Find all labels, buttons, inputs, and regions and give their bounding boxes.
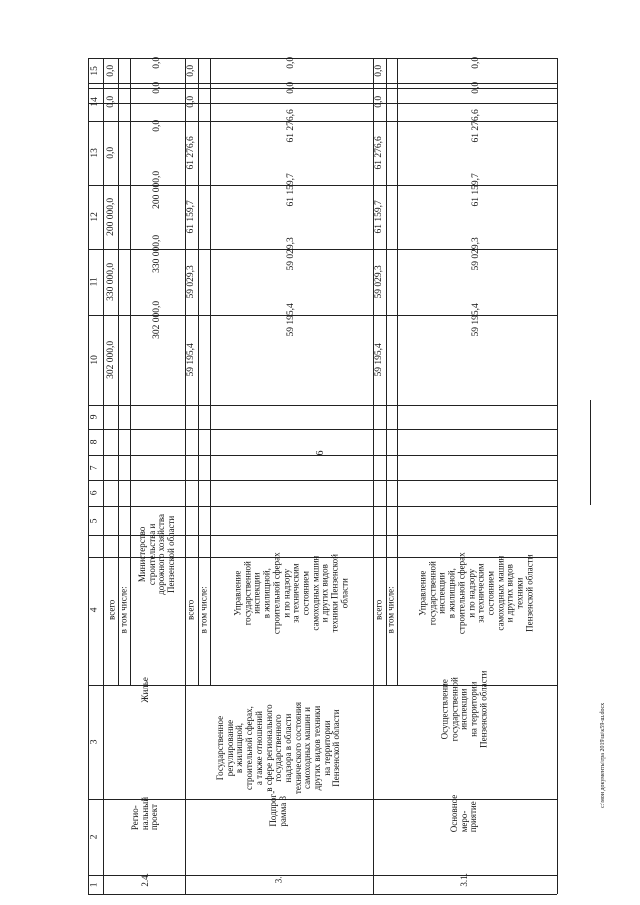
section-2-row-2-responsible-text: в том числе: [198, 586, 209, 634]
section-1-row-3-v14-text: 0,0 [151, 81, 162, 94]
section-3-row-1-v11-text: 59 029,3 [373, 265, 384, 299]
section-3-row-3-v12 [397, 173, 557, 249]
section-1-row-1-v15-text: 0,0 [106, 64, 117, 77]
header-c6 [88, 480, 103, 506]
section-1-number-text: 2.4. [139, 873, 150, 887]
page-number: 6 [315, 450, 326, 456]
header-c5 [88, 506, 103, 535]
section-3-number-text: 3.1. [459, 873, 470, 887]
header-divider [103, 58, 104, 894]
header-c10-text: 10 [89, 355, 100, 365]
section-3-type [373, 794, 557, 875]
section-2-number-text: 3. [273, 876, 284, 884]
section-2-row-3-v12-text: 61 159,7 [285, 173, 296, 207]
header-c11 [88, 249, 103, 315]
section-2-row-3-v10 [210, 303, 373, 405]
section-1-row-3-v13-text: 0,0 [151, 119, 162, 132]
section-3-row-3-v13-text: 61 276,6 [471, 109, 482, 143]
header-c8-text: 8 [89, 439, 100, 445]
header-c5-text: 5 [89, 518, 100, 523]
section-2-row-3-v15 [210, 58, 373, 83]
header-c4-text: 4 [89, 607, 100, 613]
header-c13 [88, 121, 103, 185]
section-3-row-1-v10-text: 59 195,4 [373, 343, 384, 377]
header-c12 [88, 185, 103, 249]
section-1-row-1-v12-text: 200 000,0 [106, 197, 117, 236]
header-c7 [88, 455, 103, 480]
section-3-row-1-v15-text: 0,0 [373, 64, 384, 77]
section-3-row-2-responsible-text: в том числе: [385, 586, 396, 634]
section-1-row-1-v13 [106, 121, 118, 185]
section-2-name [185, 685, 373, 799]
header-c1-text: 1 [89, 882, 100, 887]
section-1-row-2-responsible [118, 535, 130, 685]
section-1-row-1-v10 [106, 315, 118, 405]
section-3-row-3-responsible-text: Управление государственной инспекции в жилищной, строительной сферах и по надзору за техническим состоянием самоходных машин и других видов техники Пензенской области [417, 552, 535, 635]
section-2-row-1-v13 [185, 121, 198, 185]
header-c9-text: 9 [89, 414, 100, 420]
section-1-row-1-v11 [106, 249, 118, 315]
column-boundary [88, 405, 557, 406]
section-2-row-1-v12 [185, 185, 198, 249]
section-3-name-text: Осуществление государственной инспекции на территории Пензенской области [439, 670, 489, 748]
header-c9 [88, 405, 103, 429]
section-1-row-1-v10-text: 302 000,0 [106, 340, 117, 379]
section-1-row-3-v10-text: 302 000,0 [151, 300, 162, 339]
header-c4 [88, 535, 103, 685]
header-c2 [88, 799, 103, 875]
section-2-row-3-responsible [210, 535, 373, 685]
section-2-type [185, 790, 373, 875]
header-c15-text: 15 [89, 65, 100, 76]
section-3-row-3-v14 [397, 83, 557, 121]
section-2-row-3-v14-text: 0,0 [285, 81, 296, 94]
section-2-type-text: Подпрог- рамма 3 [268, 790, 288, 827]
section-1-row-1-responsible-text: всего [106, 599, 117, 621]
section-1-row-3-v13 [130, 121, 185, 185]
header-c13-text: 13 [89, 148, 100, 158]
section-2-row-1-responsible [185, 535, 198, 685]
section-1-row-3-v14 [130, 83, 185, 121]
section-1-row-2-responsible-text: в том числе: [118, 586, 129, 634]
section-3-type-text: Основное меро- приятие [449, 794, 479, 833]
section-2-number [185, 875, 373, 894]
header-c14-text: 14 [89, 97, 100, 107]
header-c10 [88, 315, 103, 405]
header-c3-text: 3 [89, 739, 100, 745]
section-1-row-1-v14-text: 0,0 [106, 96, 117, 108]
section-2-row-3-v13 [210, 109, 373, 185]
section-2-row-3-v13-text: 61 276,6 [285, 109, 296, 143]
header-c11-text: 11 [89, 277, 100, 287]
section-2-row-3-v15-text: 0,0 [285, 56, 296, 69]
section-3-row-3-v13 [397, 109, 557, 185]
section-3-row-1-v15 [373, 58, 386, 83]
section-1-number [106, 875, 185, 894]
section-1-row-1-v11-text: 330 000,0 [106, 262, 117, 301]
column-boundary [88, 506, 557, 507]
section-1-type [106, 796, 185, 875]
section-3-row-3-v11-text: 59 029,3 [471, 237, 482, 271]
section-2-row-1-v10 [185, 315, 198, 405]
section-2-row-1-v10-text: 59 195,4 [185, 343, 196, 377]
section-2-row-1-v11-text: 59 029,3 [185, 265, 196, 299]
header-c6-text: 6 [89, 490, 100, 496]
header-c8 [88, 429, 103, 455]
section-3-row-1-v12-text: 61 159,7 [373, 200, 384, 234]
footer-path: c:\мои документы\rpa 2019\ш\к59-ш.docx [600, 702, 606, 808]
section-1-row-1-v13-text: 0,0 [106, 147, 117, 159]
section-2-row-3-v11 [210, 237, 373, 315]
section-1-row-3-v12-text: 200 000,0 [151, 170, 162, 209]
section-3-row-3-v15 [397, 58, 557, 83]
section-2-row-1-v15 [185, 58, 198, 83]
section-3-row-3-v10-text: 59 195,4 [471, 303, 482, 337]
separator-line [590, 400, 591, 505]
section-3-row-3-responsible [397, 535, 557, 685]
section-1-row-3-responsible [130, 513, 185, 685]
frame-right [557, 58, 558, 894]
section-1-row-1-responsible [106, 535, 118, 685]
section-1-row-3-v15 [130, 58, 185, 83]
frame-bottom [88, 894, 557, 895]
section-2-row-1-v15-text: 0,0 [185, 64, 196, 77]
section-3-name [373, 670, 557, 799]
section-2-row-1-v12-text: 61 159,7 [185, 200, 196, 234]
section-2-row-3-v11-text: 59 029,3 [285, 237, 296, 271]
section-1-row-3-v12 [130, 170, 185, 249]
column-boundary [88, 429, 557, 430]
header-c3 [88, 685, 103, 799]
section-3-row-3-v14-text: 0,0 [471, 81, 482, 94]
section-1-row-3-v11-text: 330 000,0 [151, 234, 162, 273]
section-2-row-1-v13-text: 61 276,6 [185, 136, 196, 170]
section-1-name-text: Жилье [139, 677, 150, 703]
section-3-row-1-v12 [373, 185, 386, 249]
section-2-row-3-v12 [210, 173, 373, 249]
section-3-row-1-responsible [373, 535, 386, 685]
column-boundary [88, 480, 557, 481]
section-1-row-3-v10 [130, 300, 185, 405]
column-boundary [88, 455, 557, 456]
section-3-row-1-v14-text: 0,0 [373, 96, 384, 108]
section-2-row-3-responsible-text: Управление государственной инспекции в жилищной, строительной сферах и по надзору за техническим состоянием самоходных машин и других видов техники Пензенской области [232, 552, 350, 635]
section-2-row-1-v14 [185, 83, 198, 121]
section-1-row-3-responsible-text: Министерство строительства и дорожного хозяйства Пензенской области [137, 513, 177, 595]
header-c14 [88, 83, 103, 121]
section-3-row-1-v10 [373, 315, 386, 405]
section-2-row-1-v14-text: 0,0 [185, 96, 196, 108]
section-2-name-text: Государственное регулирование в жилищной, строительной сферах, а также отношений в сфере регионального государственного надзора в области технического состояния самоходных машин и других видов техники на территории Пензенской области [214, 702, 342, 795]
section-3-row-3-v10 [397, 303, 557, 405]
section-2-row-3-v10-text: 59 195,4 [285, 303, 296, 337]
section-3-row-1-v11 [373, 249, 386, 315]
section-2-row-1-v11 [185, 249, 198, 315]
header-c12-text: 12 [89, 212, 100, 222]
section-1-row-1-v14 [106, 83, 118, 121]
section-3-row-3-v15-text: 0,0 [471, 56, 482, 69]
section-3-number [373, 875, 557, 894]
section-3-row-3-v12-text: 61 159,7 [471, 173, 482, 207]
section-2-row-3-v14 [210, 83, 373, 121]
section-3-row-1-v14 [373, 83, 386, 121]
section-1-name [106, 677, 185, 799]
section-3-row-3-v11 [397, 237, 557, 315]
section-1-row-3-v15-text: 0,0 [151, 56, 162, 69]
header-c1 [88, 875, 103, 894]
section-3-row-1-v13 [373, 121, 386, 185]
section-1-row-3-v11 [130, 234, 185, 315]
header-c2-text: 2 [89, 834, 100, 840]
header-c15 [88, 58, 103, 83]
section-2-row-2-responsible [198, 535, 210, 685]
header-c7-text: 7 [89, 465, 100, 470]
section-1-row-1-v15 [106, 58, 118, 83]
section-3-row-1-v13-text: 61 276,6 [373, 136, 384, 170]
section-2-row-1-responsible-text: всего [185, 599, 196, 621]
section-1-row-1-v12 [106, 185, 118, 249]
section-3-row-2-responsible [386, 535, 397, 685]
section-1-type-text: Регио- нальный проект [129, 796, 160, 831]
section-3-row-1-responsible-text: всего [373, 599, 384, 621]
